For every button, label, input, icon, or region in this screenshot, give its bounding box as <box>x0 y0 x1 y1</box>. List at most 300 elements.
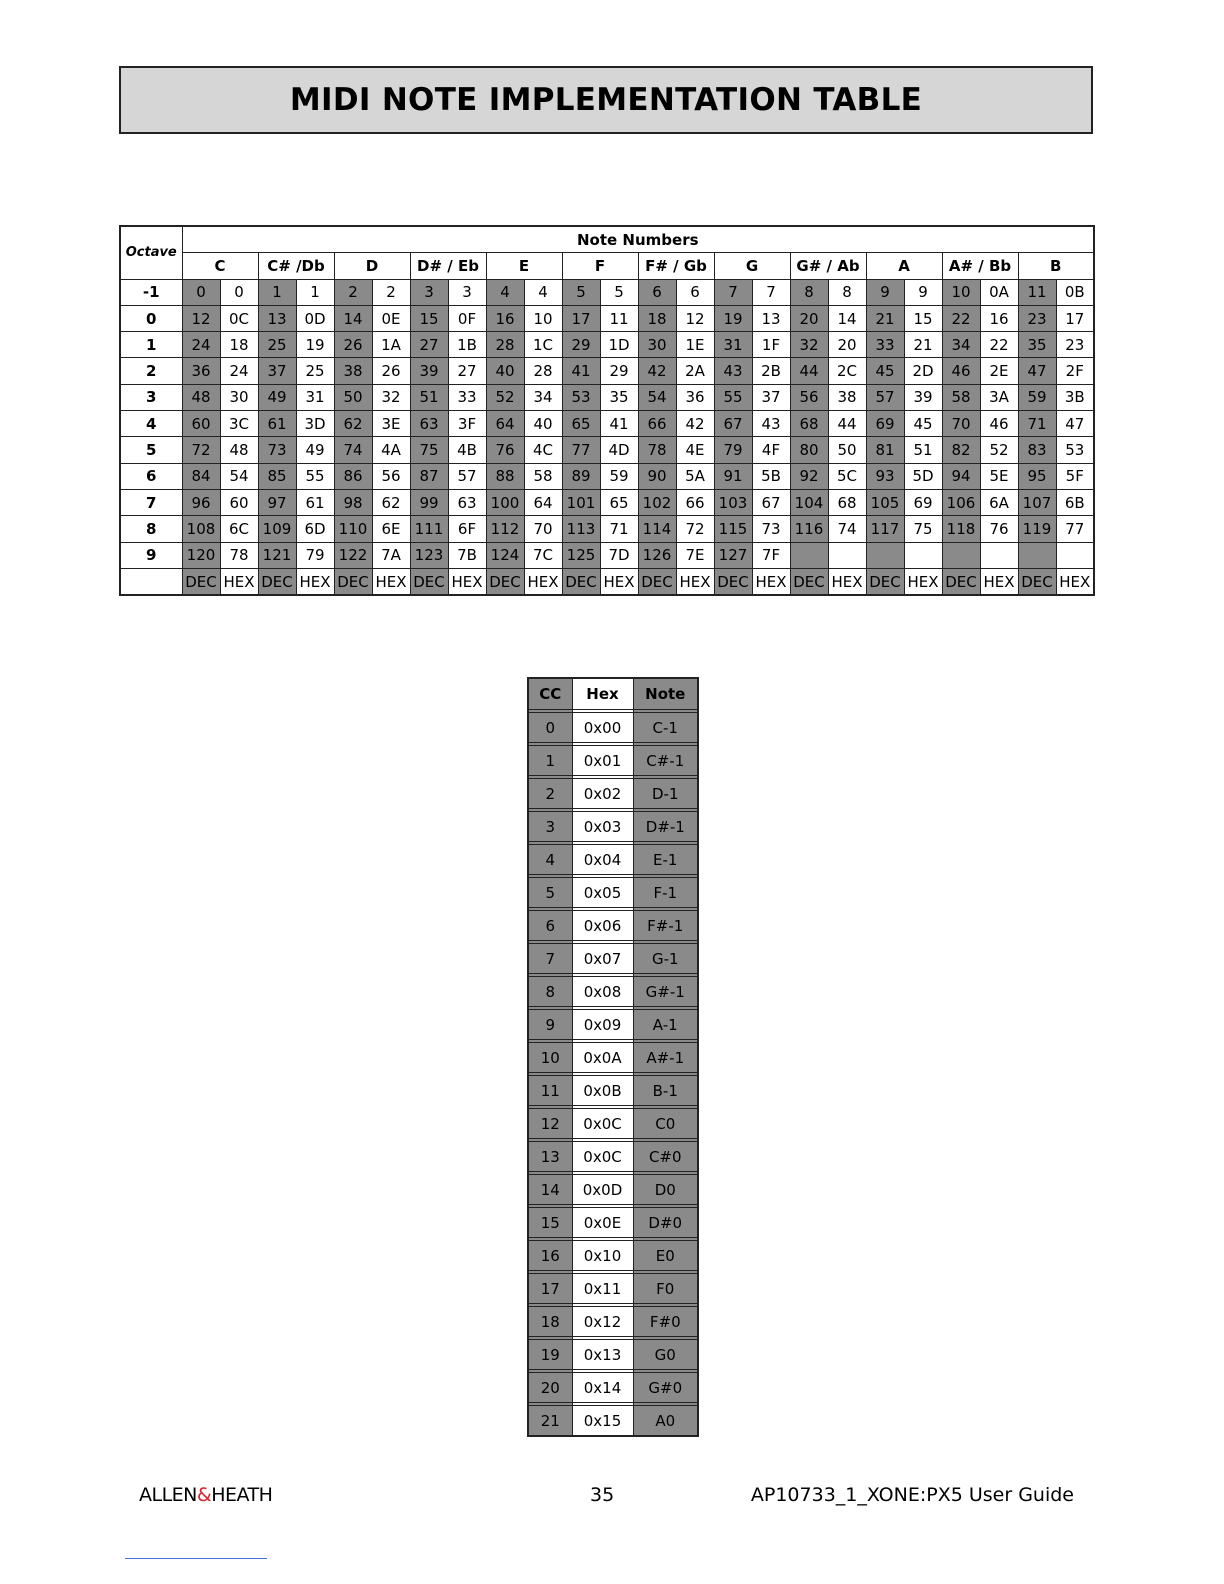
note-value: G#0 <box>633 1373 698 1403</box>
dec-cell: 102 <box>638 489 676 515</box>
dec-cell: 4 <box>486 279 524 305</box>
note-value: F0 <box>633 1274 698 1304</box>
dec-cell: 12 <box>182 305 220 331</box>
octave-label: -1 <box>120 279 182 305</box>
octave-row <box>120 516 1094 542</box>
hex-cell: 76 <box>980 516 1018 542</box>
dec-cell: 23 <box>1018 305 1056 331</box>
hex-cell: 5C <box>828 463 866 489</box>
dec-cell: 82 <box>942 437 980 463</box>
dec-cell: 1 <box>258 279 296 305</box>
hex-cell: 36 <box>676 384 714 410</box>
dec-cell: 20 <box>790 305 828 331</box>
dec-cell: 99 <box>410 489 448 515</box>
hex-label: HEX <box>904 568 942 595</box>
cc-row <box>528 1109 698 1139</box>
dec-cell: 25 <box>258 332 296 358</box>
dec-cell: 18 <box>638 305 676 331</box>
octave-row <box>120 411 1094 437</box>
cc-value: 6 <box>528 911 572 941</box>
hex-value: 0x11 <box>572 1274 633 1304</box>
note-table-body <box>120 279 1094 568</box>
hex-cell: 14 <box>828 305 866 331</box>
hex-cell: 12 <box>676 305 714 331</box>
octave-header: Octave <box>120 226 182 279</box>
hex-cell: 3F <box>448 411 486 437</box>
hex-cell: 3B <box>1056 384 1094 410</box>
dec-cell: 35 <box>1018 332 1056 358</box>
hex-cell: 0B <box>1056 279 1094 305</box>
hex-cell: 6D <box>296 516 334 542</box>
dec-label: DEC <box>942 568 980 595</box>
dec-cell: 119 <box>1018 516 1056 542</box>
cc-table-body <box>528 710 698 1437</box>
hex-cell: 18 <box>220 332 258 358</box>
cc-value: 11 <box>528 1076 572 1106</box>
dec-cell: 8 <box>790 279 828 305</box>
hex-cell: 29 <box>600 358 638 384</box>
octave-row <box>120 279 1094 305</box>
hex-cell: 44 <box>828 411 866 437</box>
octave-label: 0 <box>120 305 182 331</box>
note-value: E-1 <box>633 845 698 875</box>
hex-cell: 47 <box>1056 411 1094 437</box>
hex-cell: 5D <box>904 463 942 489</box>
hex-cell: 78 <box>220 542 258 568</box>
hex-cell: 25 <box>296 358 334 384</box>
dec-cell: 13 <box>258 305 296 331</box>
note-value: C#0 <box>633 1142 698 1172</box>
dec-cell: 95 <box>1018 463 1056 489</box>
hex-cell: 67 <box>752 489 790 515</box>
hex-cell: 7B <box>448 542 486 568</box>
hex-cell: 3E <box>372 411 410 437</box>
hex-cell: 3 <box>448 279 486 305</box>
dec-cell: 16 <box>486 305 524 331</box>
hex-cell: 4C <box>524 437 562 463</box>
hex-cell: 2F <box>1056 358 1094 384</box>
brand-right: HEATH <box>211 1484 273 1506</box>
hex-cell: 7D <box>600 542 638 568</box>
hex-value: 0x06 <box>572 911 633 941</box>
dec-cell: 118 <box>942 516 980 542</box>
hex-cell: 5 <box>600 279 638 305</box>
hex-label: HEX <box>220 568 258 595</box>
cc-table <box>527 677 699 1437</box>
dec-cell: 32 <box>790 332 828 358</box>
dec-cell: 22 <box>942 305 980 331</box>
hex-cell: 6F <box>448 516 486 542</box>
hex-cell: 66 <box>676 489 714 515</box>
dec-cell: 79 <box>714 437 752 463</box>
hex-cell: 4E <box>676 437 714 463</box>
octave-label: 1 <box>120 332 182 358</box>
hex-cell: 63 <box>448 489 486 515</box>
dec-cell: 116 <box>790 516 828 542</box>
note-value: G#-1 <box>633 977 698 1007</box>
hex-cell: 55 <box>296 463 334 489</box>
dec-cell: 7 <box>714 279 752 305</box>
hex-cell: 6A <box>980 489 1018 515</box>
hex-cell: 15 <box>904 305 942 331</box>
dec-cell: 68 <box>790 411 828 437</box>
dec-cell: 69 <box>866 411 904 437</box>
hex-cell: 21 <box>904 332 942 358</box>
dec-cell: 48 <box>182 384 220 410</box>
hex-cell: 34 <box>524 384 562 410</box>
note-name-row <box>120 253 1094 279</box>
brand-left: ALLEN <box>139 1484 197 1506</box>
cc-value: 13 <box>528 1142 572 1172</box>
dec-label: DEC <box>334 568 372 595</box>
hex-label: HEX <box>980 568 1018 595</box>
hex-cell: 6 <box>676 279 714 305</box>
dec-cell: 59 <box>1018 384 1056 410</box>
dec-cell: 41 <box>562 358 600 384</box>
octave-row <box>120 384 1094 410</box>
dec-cell: 91 <box>714 463 752 489</box>
dec-cell: 50 <box>334 384 372 410</box>
cc-row <box>528 1076 698 1106</box>
dec-label: DEC <box>562 568 600 595</box>
hex-value: 0x00 <box>572 713 633 743</box>
hex-cell: 8 <box>828 279 866 305</box>
dec-cell: 46 <box>942 358 980 384</box>
cc-value: 19 <box>528 1340 572 1370</box>
octave-label: 3 <box>120 384 182 410</box>
hex-value: 0x14 <box>572 1373 633 1403</box>
dec-cell: 55 <box>714 384 752 410</box>
hex-cell: 0C <box>220 305 258 331</box>
hex-cell: 2 <box>372 279 410 305</box>
dec-label: DEC <box>1018 568 1056 595</box>
hex-cell: 1D <box>600 332 638 358</box>
hex-value: 0x0C <box>572 1142 633 1172</box>
dec-cell: 80 <box>790 437 828 463</box>
dec-cell: 62 <box>334 411 372 437</box>
hex-cell: 7A <box>372 542 410 568</box>
hex-cell: 1 <box>296 279 334 305</box>
hex-cell: 79 <box>296 542 334 568</box>
hex-cell: 6B <box>1056 489 1094 515</box>
dec-cell: 47 <box>1018 358 1056 384</box>
dec-label: DEC <box>182 568 220 595</box>
hex-cell: 19 <box>296 332 334 358</box>
cc-header: CC <box>528 678 572 710</box>
hex-cell: 4D <box>600 437 638 463</box>
dec-cell: 30 <box>638 332 676 358</box>
hex-value: 0x0A <box>572 1043 633 1073</box>
note-header: Note <box>633 678 698 710</box>
hex-cell: 27 <box>448 358 486 384</box>
cc-value: 15 <box>528 1208 572 1238</box>
dec-cell: 0 <box>182 279 220 305</box>
note-name-header: F <box>562 253 638 279</box>
hex-cell: 43 <box>752 411 790 437</box>
cc-value: 10 <box>528 1043 572 1073</box>
dec-cell: 60 <box>182 411 220 437</box>
octave-label: 6 <box>120 463 182 489</box>
note-value: G-1 <box>633 944 698 974</box>
dec-cell: 125 <box>562 542 600 568</box>
octave-row <box>120 332 1094 358</box>
hex-cell: 56 <box>372 463 410 489</box>
hex-cell: 5E <box>980 463 1018 489</box>
hex-cell: 6E <box>372 516 410 542</box>
hex-cell: 20 <box>828 332 866 358</box>
hex-cell: 0 <box>220 279 258 305</box>
page-title: MIDI NOTE IMPLEMENTATION TABLE <box>289 82 923 118</box>
hex-value: 0x08 <box>572 977 633 1007</box>
cc-header-row <box>528 678 698 710</box>
dec-cell: 36 <box>182 358 220 384</box>
dec-cell: 42 <box>638 358 676 384</box>
dec-cell: 124 <box>486 542 524 568</box>
hex-cell: 1A <box>372 332 410 358</box>
dec-cell: 28 <box>486 332 524 358</box>
dec-cell: 45 <box>866 358 904 384</box>
hex-cell: 50 <box>828 437 866 463</box>
cc-value: 16 <box>528 1241 572 1271</box>
hex-label: HEX <box>600 568 638 595</box>
hex-cell: 7 <box>752 279 790 305</box>
cc-row <box>528 1274 698 1304</box>
cc-row <box>528 1373 698 1403</box>
note-name-header: A# / Bb <box>942 253 1018 279</box>
page-number: 35 <box>590 1484 615 1506</box>
cc-value: 18 <box>528 1307 572 1337</box>
dec-cell <box>790 542 828 568</box>
octave-row <box>120 305 1094 331</box>
cc-row <box>528 845 698 875</box>
note-value: A-1 <box>633 1010 698 1040</box>
dec-cell: 98 <box>334 489 372 515</box>
dec-label: DEC <box>410 568 448 595</box>
note-numbers-header: Note Numbers <box>182 226 1094 253</box>
hex-cell: 17 <box>1056 305 1094 331</box>
dec-cell: 54 <box>638 384 676 410</box>
dec-cell: 11 <box>1018 279 1056 305</box>
cc-value: 7 <box>528 944 572 974</box>
hex-value: 0x0B <box>572 1076 633 1106</box>
hex-cell: 0A <box>980 279 1018 305</box>
hex-cell: 9 <box>904 279 942 305</box>
note-value: A0 <box>633 1406 698 1437</box>
dec-cell: 109 <box>258 516 296 542</box>
dec-cell: 108 <box>182 516 220 542</box>
note-value: D0 <box>633 1175 698 1205</box>
title-box <box>119 66 1093 134</box>
hex-cell: 46 <box>980 411 1018 437</box>
hex-cell: 4B <box>448 437 486 463</box>
dec-cell: 127 <box>714 542 752 568</box>
dec-cell: 5 <box>562 279 600 305</box>
cc-row <box>528 1340 698 1370</box>
hex-cell: 6C <box>220 516 258 542</box>
midi-note-table <box>119 225 1095 596</box>
dec-cell: 111 <box>410 516 448 542</box>
brand-ampersand: & <box>196 1484 212 1506</box>
hex-cell: 64 <box>524 489 562 515</box>
hex-value: 0x07 <box>572 944 633 974</box>
hex-cell: 0F <box>448 305 486 331</box>
hex-cell: 32 <box>372 384 410 410</box>
dec-cell: 61 <box>258 411 296 437</box>
guide-title: AP10733_1_XONE:PX5 User Guide <box>750 1484 1074 1506</box>
dec-cell: 121 <box>258 542 296 568</box>
dec-label: DEC <box>258 568 296 595</box>
hex-cell <box>828 542 866 568</box>
note-name-header: D# / Eb <box>410 253 486 279</box>
cc-row <box>528 1406 698 1437</box>
hex-cell: 77 <box>1056 516 1094 542</box>
dec-cell: 112 <box>486 516 524 542</box>
note-name-header: G <box>714 253 790 279</box>
hex-cell: 1F <box>752 332 790 358</box>
note-name-header: G# / Ab <box>790 253 866 279</box>
hex-cell: 23 <box>1056 332 1094 358</box>
cc-row <box>528 1208 698 1238</box>
dec-cell: 126 <box>638 542 676 568</box>
hex-cell: 7E <box>676 542 714 568</box>
hex-value: 0x0C <box>572 1109 633 1139</box>
dec-cell: 114 <box>638 516 676 542</box>
dec-hex-footer-row <box>120 568 1094 595</box>
note-value: C-1 <box>633 713 698 743</box>
dec-cell: 92 <box>790 463 828 489</box>
hex-cell: 1C <box>524 332 562 358</box>
dec-cell: 71 <box>1018 411 1056 437</box>
dec-cell: 110 <box>334 516 372 542</box>
octave-row <box>120 489 1094 515</box>
dec-cell: 38 <box>334 358 372 384</box>
dec-cell: 63 <box>410 411 448 437</box>
hex-cell: 22 <box>980 332 1018 358</box>
hex-label: HEX <box>296 568 334 595</box>
octave-row <box>120 542 1094 568</box>
cc-value: 2 <box>528 779 572 809</box>
hex-cell: 54 <box>220 463 258 489</box>
dec-label: DEC <box>866 568 904 595</box>
hex-cell: 33 <box>448 384 486 410</box>
dec-cell: 100 <box>486 489 524 515</box>
dec-cell: 87 <box>410 463 448 489</box>
dec-cell: 94 <box>942 463 980 489</box>
hex-label: HEX <box>1056 568 1094 595</box>
hex-cell: 75 <box>904 516 942 542</box>
cc-row <box>528 1175 698 1205</box>
brand-logo <box>139 1484 272 1506</box>
hex-cell: 1E <box>676 332 714 358</box>
hex-cell: 57 <box>448 463 486 489</box>
hex-cell: 2C <box>828 358 866 384</box>
hex-cell: 72 <box>676 516 714 542</box>
dec-cell: 33 <box>866 332 904 358</box>
cc-row <box>528 944 698 974</box>
cc-row <box>528 1307 698 1337</box>
dec-cell: 106 <box>942 489 980 515</box>
dec-cell: 78 <box>638 437 676 463</box>
dec-cell: 14 <box>334 305 372 331</box>
dec-cell: 17 <box>562 305 600 331</box>
hex-cell: 71 <box>600 516 638 542</box>
hex-cell: 3D <box>296 411 334 437</box>
hex-cell <box>904 542 942 568</box>
note-value: B-1 <box>633 1076 698 1106</box>
dec-cell: 9 <box>866 279 904 305</box>
dec-cell: 37 <box>258 358 296 384</box>
note-value: D#-1 <box>633 812 698 842</box>
cc-row <box>528 1142 698 1172</box>
dec-cell: 56 <box>790 384 828 410</box>
hex-cell: 65 <box>600 489 638 515</box>
hex-cell: 3A <box>980 384 1018 410</box>
dec-cell: 21 <box>866 305 904 331</box>
dec-label: DEC <box>790 568 828 595</box>
dec-cell <box>866 542 904 568</box>
hex-label: HEX <box>828 568 866 595</box>
dec-cell: 73 <box>258 437 296 463</box>
note-value: D-1 <box>633 779 698 809</box>
cc-value: 5 <box>528 878 572 908</box>
note-value: F-1 <box>633 878 698 908</box>
hex-cell: 62 <box>372 489 410 515</box>
hex-value: 0x09 <box>572 1010 633 1040</box>
dec-cell: 19 <box>714 305 752 331</box>
hex-cell: 51 <box>904 437 942 463</box>
hex-label: HEX <box>676 568 714 595</box>
dec-cell: 24 <box>182 332 220 358</box>
hex-cell: 1B <box>448 332 486 358</box>
hex-cell <box>980 542 1018 568</box>
cc-row <box>528 911 698 941</box>
hex-value: 0x05 <box>572 878 633 908</box>
dec-cell <box>942 542 980 568</box>
dec-cell: 97 <box>258 489 296 515</box>
dec-cell: 10 <box>942 279 980 305</box>
dec-cell: 65 <box>562 411 600 437</box>
hex-cell: 53 <box>1056 437 1094 463</box>
note-name-header: E <box>486 253 562 279</box>
dec-cell: 74 <box>334 437 372 463</box>
dec-cell: 27 <box>410 332 448 358</box>
hex-cell: 35 <box>600 384 638 410</box>
dec-cell: 103 <box>714 489 752 515</box>
hex-cell: 38 <box>828 384 866 410</box>
note-name-header: F# / Gb <box>638 253 714 279</box>
hex-cell: 61 <box>296 489 334 515</box>
dec-cell: 93 <box>866 463 904 489</box>
note-name-header: C# /Db <box>258 253 334 279</box>
hex-cell: 70 <box>524 516 562 542</box>
cc-row <box>528 1043 698 1073</box>
dec-cell: 88 <box>486 463 524 489</box>
hex-cell: 45 <box>904 411 942 437</box>
cc-row <box>528 812 698 842</box>
hex-cell: 0D <box>296 305 334 331</box>
dec-cell: 39 <box>410 358 448 384</box>
hex-header: Hex <box>572 678 633 710</box>
hex-cell: 16 <box>980 305 1018 331</box>
dec-cell: 52 <box>486 384 524 410</box>
dec-cell: 115 <box>714 516 752 542</box>
dec-cell: 57 <box>866 384 904 410</box>
hex-value: 0x13 <box>572 1340 633 1370</box>
hex-value: 0x0E <box>572 1208 633 1238</box>
hex-cell: 10 <box>524 305 562 331</box>
octave-row <box>120 358 1094 384</box>
dec-cell: 67 <box>714 411 752 437</box>
